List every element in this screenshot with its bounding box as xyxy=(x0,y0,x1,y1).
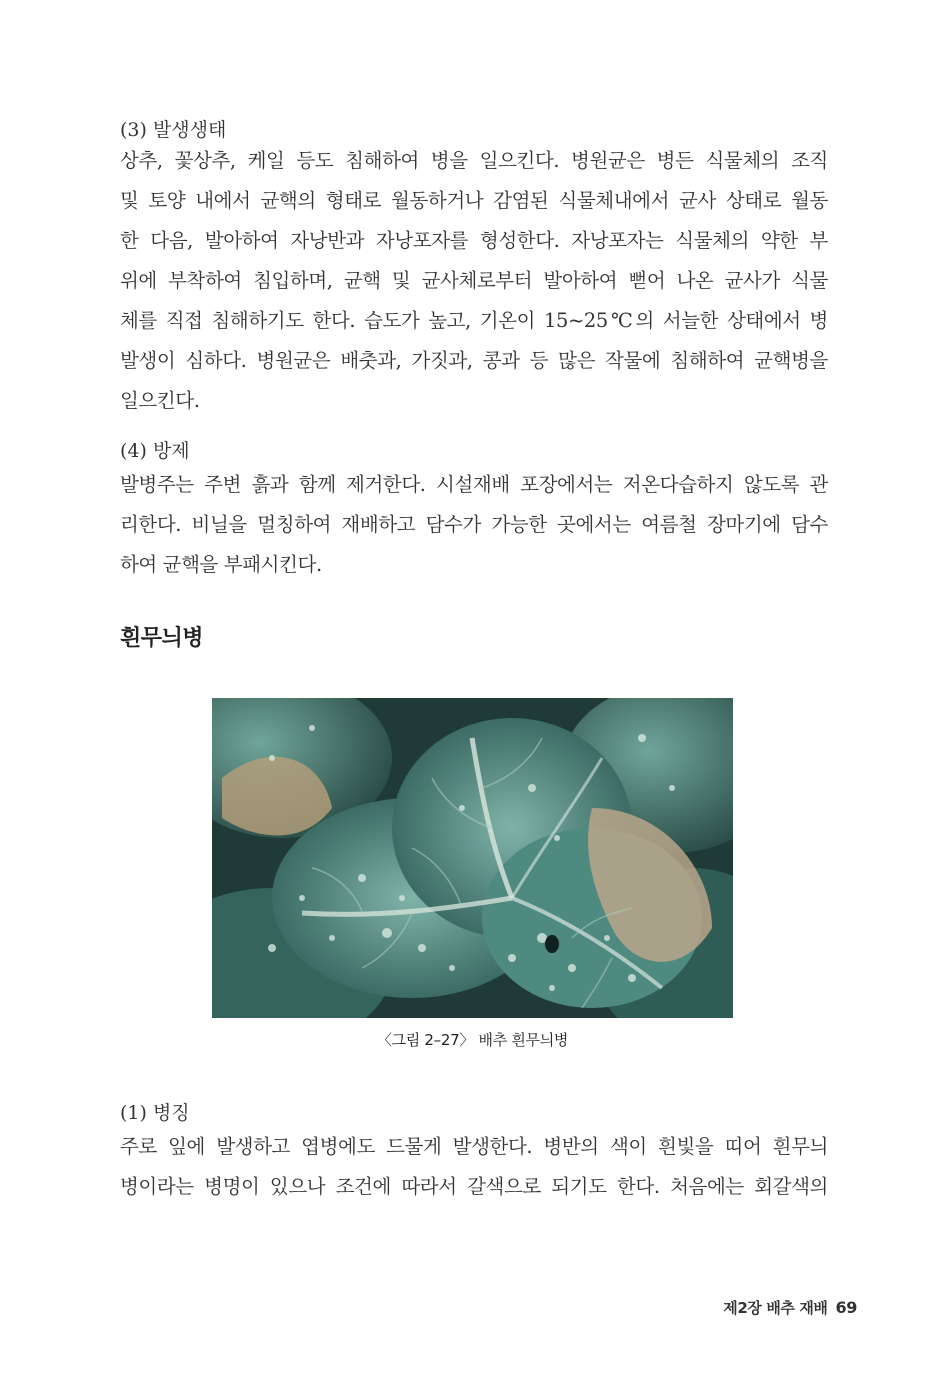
cabbage-leaf-photo-icon xyxy=(212,698,733,1018)
section-4-heading: (4) 방제 xyxy=(120,440,190,462)
paragraph-line: 일으킨다. xyxy=(120,389,200,412)
page-footer xyxy=(723,1296,857,1320)
paragraph-line: 상추, 꽃상추, 케일 등도 침해하여 병을 일으킨다. 병원균은 병든 식물체의 조직 xyxy=(120,149,828,172)
paragraph-line: 리한다. 비닐을 멀칭하여 재배하고 담수가 가능한 곳에서는 여름철 장마기에 담수 xyxy=(120,513,828,536)
disease-title: 흰무늬병 xyxy=(120,626,204,651)
paragraph-line: 발병주는 주변 흙과 함께 제거한다. 시설재배 포장에서는 저온다습하지 않도록 관 xyxy=(120,473,828,496)
paragraph-line: 하여 균핵을 부패시킨다. xyxy=(120,553,322,576)
paragraph-line: 병이라는 병명이 있으나 조건에 따라서 갈색으로 되기도 한다. 처음에는 회갈색의 xyxy=(120,1175,828,1198)
page-number: 69 xyxy=(835,1298,857,1317)
paragraph-line: 한 다음, 발아하여 자낭반과 자낭포자를 형성한다. 자낭포자는 식물체의 약한 부 xyxy=(120,229,828,252)
section-4-paragraph xyxy=(120,465,828,585)
cabbage-photo xyxy=(212,698,733,1018)
paragraph-line: 위에 부착하여 침입하며, 균핵 및 균사체로부터 발아하여 뻗어 나온 균사가 식물 xyxy=(120,269,828,292)
section-3-heading: (3) 발생생태 xyxy=(120,119,227,141)
chapter-title: 제2장 배추 재배 xyxy=(723,1299,828,1317)
paragraph-line: 주로 잎에 발생하고 엽병에도 드물게 발생한다. 병반의 색이 흰빛을 띠어 흰무늬 xyxy=(120,1135,828,1158)
paragraph-line: 및 토양 내에서 균핵의 형태로 월동하거나 감염된 식물체내에서 균사 상태로 월동 xyxy=(120,189,828,212)
paragraph-line: 체를 직접 침해하기도 한다. 습도가 높고, 기온이 15~25℃의 서늘한 상태에서 병 xyxy=(120,309,828,332)
section-3-paragraph xyxy=(120,141,828,421)
paragraph-line: 발생이 심하다. 병원균은 배춧과, 가짓과, 콩과 등 많은 작물에 침해하여 균핵병을 xyxy=(120,349,828,372)
section-1-paragraph xyxy=(120,1127,828,1207)
section-1-heading: (1) 병징 xyxy=(120,1102,190,1124)
figure-caption: 〈그림 2–27〉 배추 흰무늬병 xyxy=(376,1031,569,1049)
